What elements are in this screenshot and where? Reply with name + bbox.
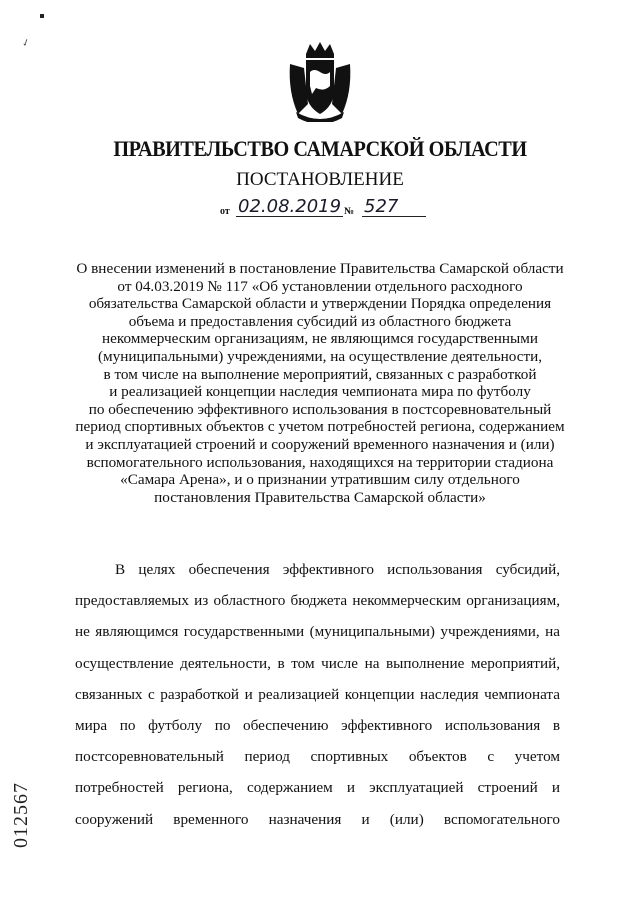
subject-line: по обеспечению эффективного использования в постсоревновательный — [88, 400, 552, 418]
date-value: 02.08.2019 — [238, 196, 342, 217]
organization-title: ПРАВИТЕЛЬСТВО САМАРСКОЙ ОБЛАСТИ — [113, 136, 527, 161]
body-line: потребностей региона, содержанием и эксплуатацией строений и — [75, 779, 560, 797]
body-line: сооружений временного назначения и (или) вспомогательного — [75, 810, 560, 828]
subject-line: некоммерческим организациям, не являющимся государственными — [102, 330, 538, 348]
margin-stamp: 012567 — [10, 782, 32, 848]
subject-line: «Самара Арена», и о признании утратившим силу отдельного — [120, 471, 520, 489]
body-line: не являющимся государственными (муниципальными) учреждениями, на — [75, 623, 560, 641]
scan-dot — [40, 14, 44, 18]
body-line: осуществление деятельности, в том числе на выполнение мероприятий, — [75, 654, 560, 672]
subject-line: объема и предоставления субсидий из областного бюджета — [128, 312, 512, 330]
body-line: связанных с разработкой и реализацией концепции наследия чемпионата — [75, 685, 560, 703]
subject-line: (муниципальными) учреждениями, на осуществление деятельности, — [97, 347, 543, 365]
body-line: В целях обеспечения эффективного использования субсидий, — [115, 561, 560, 578]
subject-line: в том числе на выполнение мероприятий, связанных с разработкой — [103, 365, 537, 383]
coat-of-arms-icon — [286, 42, 354, 122]
date-label: от — [220, 206, 230, 217]
number-value: 527 — [362, 198, 426, 217]
subject-line: период спортивных объектов с учетом потребностей региона, содержанием — [75, 418, 565, 436]
document-date-number — [220, 196, 440, 220]
subject-line: от 04.03.2019 № 117 «Об установлении отдельного расходного — [117, 277, 523, 295]
subject-line: постановления Правительства Самарской области» — [154, 488, 486, 506]
body-line: мира по футболу по обеспечению эффективного использования в — [75, 716, 560, 734]
document-body — [75, 554, 560, 835]
subject-line: и реализацией концепции наследия чемпионата мира по футболу — [109, 383, 531, 401]
number-label: № — [344, 206, 355, 217]
subject-line: и эксплуатацией строений и сооружений временного назначения и (или) — [85, 435, 555, 453]
body-line: постсоревновательный период спортивных объектов с учетом — [75, 748, 560, 766]
subject-line: обязательства Самарской области и утверждении Порядка определения — [88, 295, 552, 313]
subject-line: вспомогательного использования, находящихся на территории стадиона — [86, 453, 554, 471]
scan-mark: ✓ — [20, 36, 33, 51]
body-line: предоставляемых из областного бюджета некоммерческим организациям, — [75, 592, 560, 610]
subject-line: О внесении изменений в постановление Правительства Самарской области — [76, 260, 564, 277]
document-subject — [60, 260, 580, 506]
document-type: ПОСТАНОВЛЕНИЕ — [236, 169, 404, 190]
